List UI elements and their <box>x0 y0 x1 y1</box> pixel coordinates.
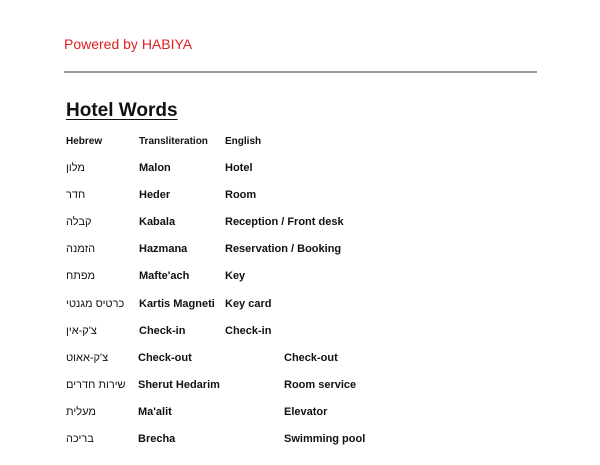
cell-english: Room service <box>284 378 357 391</box>
cell-english: Swimming pool <box>284 433 366 445</box>
table-row <box>0 270 600 290</box>
cell-hebrew: הזמנה <box>66 243 96 256</box>
brand-header: Powered by HABIYA <box>64 36 193 52</box>
cell-transliteration: Kartis Magneti <box>139 297 215 310</box>
cell-english: Check-out <box>284 351 338 364</box>
cell-hebrew: מלון <box>66 162 85 174</box>
cell-hebrew: חדר <box>66 189 86 202</box>
cell-hebrew: מפתח <box>66 270 96 283</box>
cell-english: Elevator <box>284 405 328 418</box>
cell-english: Key card <box>225 297 272 310</box>
cell-hebrew: מעלית <box>66 405 96 418</box>
cell-transliteration: Brecha <box>138 433 176 445</box>
cell-english: Key <box>225 270 246 283</box>
cell-transliteration: Mafte'ach <box>139 270 190 283</box>
table-row <box>0 352 600 372</box>
table-row <box>0 216 600 236</box>
cell-english: Check-in <box>225 324 272 337</box>
cell-hebrew: קבלה <box>66 216 92 229</box>
cell-english: Reception / Front desk <box>225 216 344 229</box>
cell-transliteration: Sherut Hedarim <box>138 378 220 391</box>
cell-english: Hotel <box>225 162 253 174</box>
column-header-transliteration: Transliteration <box>139 136 208 147</box>
cell-hebrew: צ'ק-אין <box>66 324 97 337</box>
column-header-english: English <box>225 136 262 147</box>
cell-hebrew: בריכה <box>66 433 94 445</box>
table-row <box>0 406 600 426</box>
cell-hebrew: כרטיס מגנטי <box>66 297 125 310</box>
page-title: Hotel Words <box>66 100 178 121</box>
table-row <box>0 162 600 182</box>
cell-transliteration: Ma'alit <box>138 405 172 418</box>
cell-transliteration: Hazmana <box>139 243 188 256</box>
cell-transliteration: Check-in <box>139 324 186 337</box>
table-row <box>0 379 600 399</box>
header-divider <box>64 71 537 73</box>
cell-transliteration: Kabala <box>139 216 176 229</box>
cell-transliteration: Heder <box>139 189 171 202</box>
table-row <box>0 298 600 318</box>
cell-transliteration: Check-out <box>138 351 192 364</box>
cell-hebrew: שירות חדרים <box>66 378 126 391</box>
table-row <box>0 189 600 209</box>
cell-transliteration: Malon <box>139 162 171 174</box>
cell-hebrew: צ'ק-אאוט <box>66 351 109 364</box>
table-row <box>0 243 600 263</box>
column-header-hebrew: Hebrew <box>66 136 103 147</box>
table-row <box>0 325 600 345</box>
table-row <box>0 433 600 453</box>
cell-english: Reservation / Booking <box>225 243 342 256</box>
cell-english: Room <box>225 189 257 202</box>
